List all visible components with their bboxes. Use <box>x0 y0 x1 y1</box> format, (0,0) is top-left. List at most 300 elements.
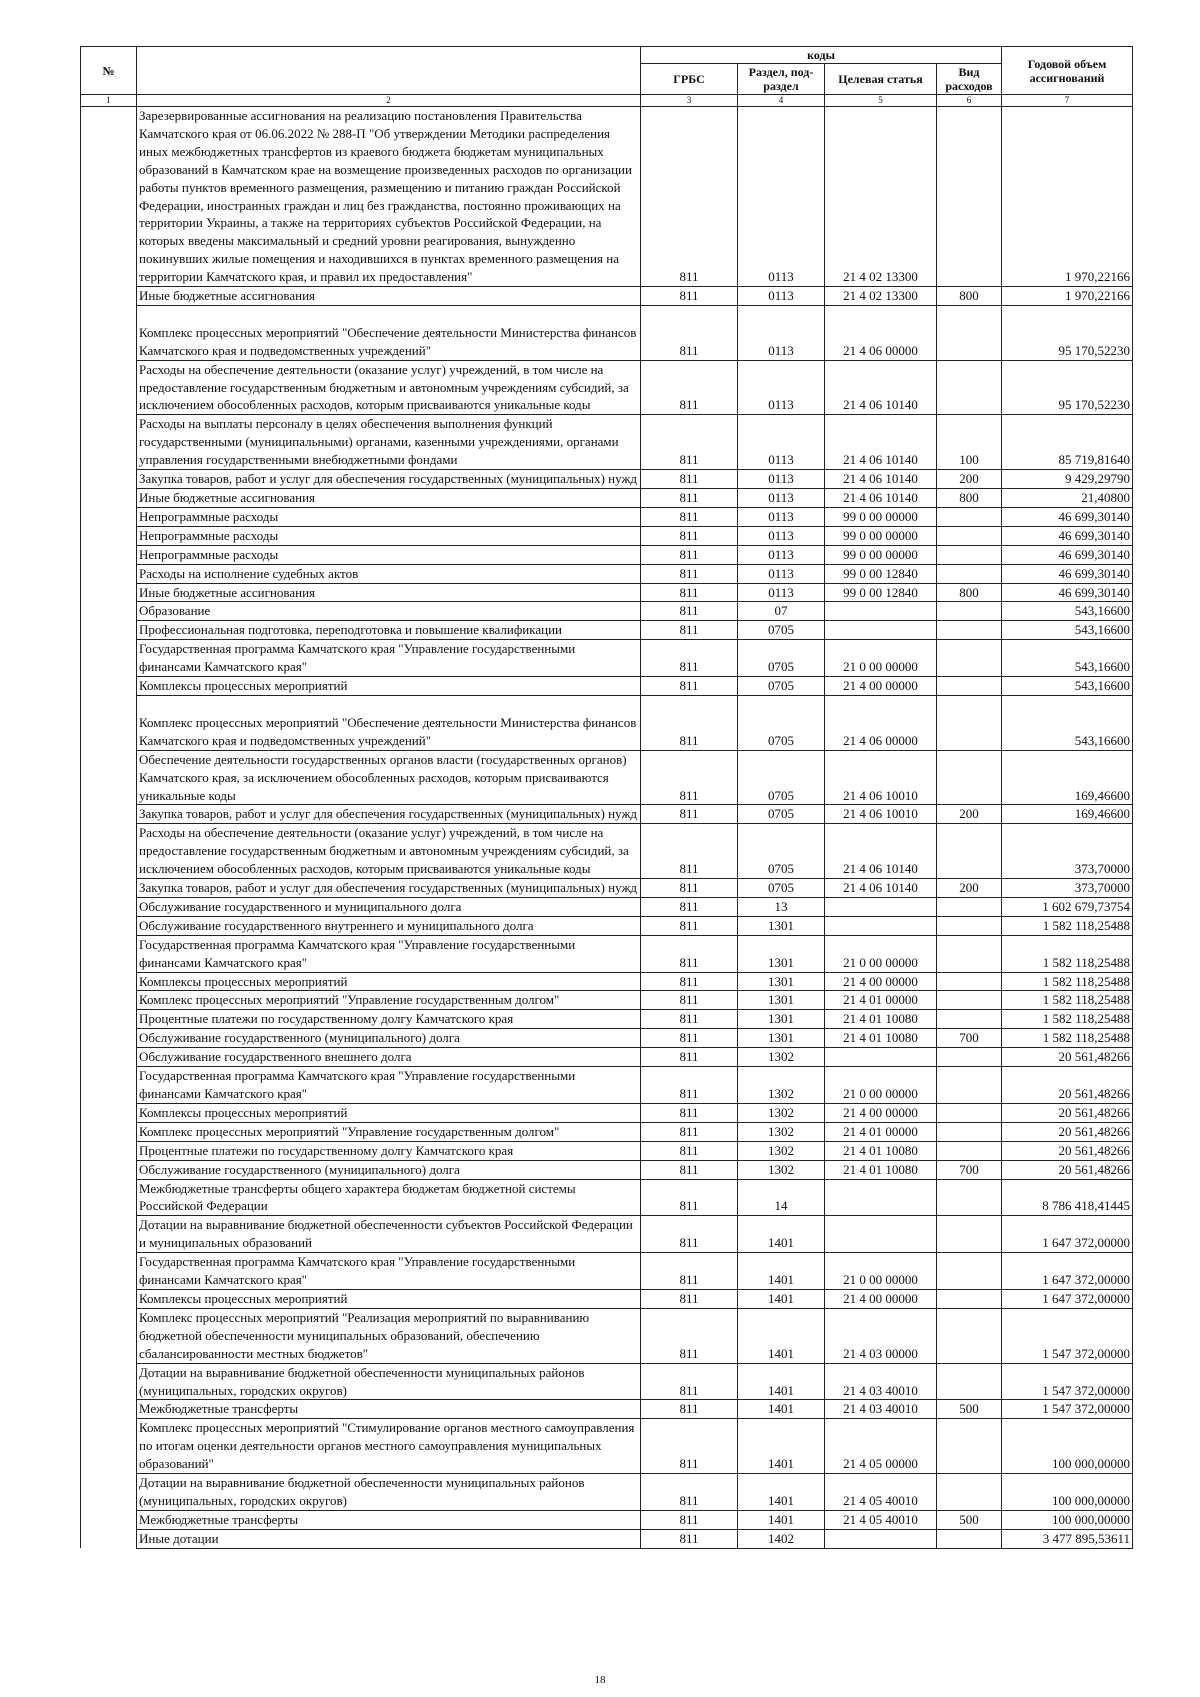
cell-annual-volume-text: 100 000,00000 <box>1052 1492 1131 1508</box>
cell-section <box>738 1160 825 1179</box>
cell-name-text: Комплекс процессных мероприятий "Управление государственным долгом" <box>139 992 560 1008</box>
cell-section-text: 0113 <box>768 269 794 285</box>
cell-grbs <box>641 750 738 805</box>
cell-name <box>137 1419 641 1474</box>
cell-num <box>81 1363 137 1400</box>
cell-annual-volume <box>1002 935 1133 972</box>
header-annual-volume: Годовой объем ассигнований <box>1002 47 1133 95</box>
cell-annual-volume-text: 95 170,52230 <box>1058 397 1131 413</box>
cell-num <box>81 1253 137 1290</box>
cell-section-text: 0113 <box>768 527 794 543</box>
cell-section <box>738 545 825 564</box>
cell-section <box>738 935 825 972</box>
cell-annual-volume <box>1002 415 1133 470</box>
cell-annual-volume <box>1002 750 1133 805</box>
cell-annual-volume-text: 1 582 118,25488 <box>1042 1030 1131 1046</box>
cell-name <box>137 972 641 991</box>
cell-expense-type <box>937 879 1002 898</box>
cell-grbs-text: 811 <box>679 490 699 506</box>
cell-section-text: 1302 <box>768 1123 794 1139</box>
cell-name-text: Обслуживание государственного внутреннего и муниципального долга <box>139 917 534 933</box>
cell-grbs-text: 811 <box>679 1030 699 1046</box>
cell-target-article-text: 21 0 00 00000 <box>843 1272 918 1288</box>
cell-section <box>738 507 825 526</box>
cell-name-text: Закупка товаров, работ и услуг для обеспечения государственных (муниципальных) нужд <box>139 880 638 896</box>
table-row <box>81 507 1133 526</box>
cell-expense-type-text: 500 <box>959 1401 979 1417</box>
cell-target-article-text: 99 0 00 12840 <box>843 565 918 581</box>
cell-grbs-text: 811 <box>679 1530 699 1546</box>
cell-name <box>137 1400 641 1419</box>
cell-grbs <box>641 935 738 972</box>
cell-annual-volume <box>1002 1419 1133 1474</box>
cell-name-text: Комплекс процессных мероприятий "Обеспечение деятельности Министерства финансов Камчатского края и подведомственных учреждений" <box>139 324 637 358</box>
cell-num <box>81 1103 137 1122</box>
cell-expense-type <box>937 470 1002 489</box>
cell-section-text: 13 <box>774 898 788 914</box>
cell-grbs <box>641 824 738 879</box>
cell-target-article <box>825 602 937 621</box>
cell-target-article <box>825 1141 937 1160</box>
cell-num <box>81 360 137 415</box>
cell-expense-type <box>937 695 1002 750</box>
cell-section-text: 1301 <box>768 973 794 989</box>
page-number: 18 <box>594 1674 606 1686</box>
cell-num <box>81 897 137 916</box>
cell-section <box>738 1308 825 1363</box>
cell-name <box>137 305 641 360</box>
cell-expense-type <box>937 1419 1002 1474</box>
cell-num <box>81 1419 137 1474</box>
cell-num <box>81 677 137 696</box>
cell-name <box>137 415 641 470</box>
cell-num <box>81 1179 137 1216</box>
cell-name-text: Профессиональная подготовка, переподготовка и повышение квалификации <box>139 622 563 638</box>
cell-target-article-text: 21 4 01 10080 <box>843 1030 918 1046</box>
cell-section <box>738 916 825 935</box>
cell-annual-volume <box>1002 564 1133 583</box>
cell-annual-volume-text: 1 647 372,00000 <box>1042 1290 1131 1306</box>
cell-name <box>137 1067 641 1104</box>
cell-section <box>738 824 825 879</box>
cell-target-article-text: 21 4 06 10140 <box>843 471 918 487</box>
cell-grbs <box>641 621 738 640</box>
cell-expense-type <box>937 1122 1002 1141</box>
cell-num <box>81 1289 137 1308</box>
cell-name <box>137 1010 641 1029</box>
table-row <box>81 1216 1133 1253</box>
cell-grbs-text: 811 <box>679 1161 699 1177</box>
table-row <box>81 991 1133 1010</box>
cell-target-article-text: 21 4 01 00000 <box>843 1123 918 1139</box>
cell-name-text: Расходы на обеспечение деятельности (оказание услуг) учреждений, в том числе на предоставление государственным бюджетным и автономным учреждениям субсидий, за исключением обособленных расходов, которым присваиваются уникальные коды <box>139 361 629 413</box>
cell-annual-volume-text: 1 582 118,25488 <box>1042 954 1131 970</box>
cell-target-article-text: 99 0 00 12840 <box>843 584 918 600</box>
cell-name <box>137 1160 641 1179</box>
cell-target-article-text: 21 4 03 00000 <box>843 1345 918 1361</box>
cell-target-article <box>825 621 937 640</box>
cell-annual-volume <box>1002 991 1133 1010</box>
cell-section-text: 07 <box>774 603 788 619</box>
cell-grbs <box>641 564 738 583</box>
cell-annual-volume <box>1002 1529 1133 1548</box>
cell-name <box>137 602 641 621</box>
cell-section-text: 1301 <box>768 954 794 970</box>
cell-annual-volume-text: 20 561,48266 <box>1058 1161 1131 1177</box>
cell-grbs-text: 811 <box>679 1290 699 1306</box>
cell-expense-type <box>937 305 1002 360</box>
table-row <box>81 583 1133 602</box>
cell-grbs-text: 811 <box>679 898 699 914</box>
cell-num <box>81 1474 137 1511</box>
cell-target-article <box>825 415 937 470</box>
table-row <box>81 1289 1133 1308</box>
cell-target-article-text: 21 4 01 10080 <box>843 1011 918 1027</box>
cell-target-article-text: 21 0 00 00000 <box>843 1086 918 1101</box>
cell-section <box>738 360 825 415</box>
cell-grbs <box>641 526 738 545</box>
cell-name-text: Межбюджетные трансферты <box>139 1401 299 1417</box>
cell-grbs <box>641 305 738 360</box>
cell-expense-type <box>937 107 1002 287</box>
cell-name <box>137 1179 641 1216</box>
cell-name <box>137 1122 641 1141</box>
cell-name-text: Комплекс процессных мероприятий "Управление государственным долгом" <box>139 1123 560 1139</box>
cell-grbs <box>641 507 738 526</box>
cell-grbs <box>641 805 738 824</box>
cell-section <box>738 677 825 696</box>
cell-num <box>81 1308 137 1363</box>
cell-name-text: Комплекс процессных мероприятий "Стимулирование органов местного самоуправления по итогам оценки деятельности органов местного самоуправления муниципальных образований" <box>139 1420 635 1472</box>
cell-grbs <box>641 1179 738 1216</box>
cell-expense-type <box>937 1048 1002 1067</box>
col-number-5: 5 <box>825 95 937 107</box>
cell-grbs <box>641 415 738 470</box>
cell-section <box>738 583 825 602</box>
cell-name-text: Государственная программа Камчатского края "Управление государственными финансами Камчатского края" <box>139 641 576 675</box>
cell-annual-volume-text: 373,70000 <box>1074 880 1131 896</box>
col-number-1: 1 <box>81 95 137 107</box>
cell-name <box>137 1289 641 1308</box>
cell-grbs-text: 811 <box>679 269 699 285</box>
cell-grbs-text: 811 <box>679 397 699 413</box>
cell-name-text: Непрограммные расходы <box>139 546 279 562</box>
cell-annual-volume-text: 20 561,48266 <box>1058 1104 1131 1120</box>
cell-annual-volume-text: 9 429,29790 <box>1065 471 1131 487</box>
cell-grbs-text: 811 <box>679 1401 699 1417</box>
cell-section-text: 1301 <box>768 917 794 933</box>
cell-num <box>81 1048 137 1067</box>
cell-num <box>81 1029 137 1048</box>
cell-section-text: 0113 <box>768 397 794 413</box>
cell-name <box>137 879 641 898</box>
header-section: Раздел, под-раздел <box>738 64 825 95</box>
table-row <box>81 1010 1133 1029</box>
cell-name <box>137 1141 641 1160</box>
cell-section <box>738 1067 825 1104</box>
cell-grbs-text: 811 <box>679 1086 699 1101</box>
table-row <box>81 1419 1133 1474</box>
row-spacer <box>139 306 638 324</box>
table-row <box>81 935 1133 972</box>
cell-section <box>738 1029 825 1048</box>
budget-allocation-table <box>80 46 1133 1549</box>
cell-grbs-text: 811 <box>679 973 699 989</box>
table-row <box>81 1529 1133 1548</box>
cell-expense-type <box>937 824 1002 879</box>
cell-annual-volume-text: 46 699,30140 <box>1058 565 1131 581</box>
cell-num <box>81 621 137 640</box>
cell-section <box>738 1010 825 1029</box>
cell-grbs-text: 811 <box>679 603 699 619</box>
cell-section-text: 0113 <box>768 508 794 524</box>
cell-expense-type <box>937 489 1002 508</box>
cell-num <box>81 305 137 360</box>
cell-annual-volume-text: 20 561,48266 <box>1058 1142 1131 1158</box>
cell-expense-type <box>937 640 1002 677</box>
cell-num <box>81 470 137 489</box>
cell-name <box>137 470 641 489</box>
col-number-2: 2 <box>137 95 641 107</box>
cell-annual-volume-text: 1 582 118,25488 <box>1042 992 1131 1008</box>
cell-expense-type <box>937 415 1002 470</box>
cell-annual-volume <box>1002 1067 1133 1104</box>
table-row <box>81 1141 1133 1160</box>
cell-name-text: Закупка товаров, работ и услуг для обеспечения государственных (муниципальных) нужд <box>139 806 638 822</box>
table-row <box>81 972 1133 991</box>
cell-expense-type <box>937 935 1002 972</box>
cell-target-article <box>825 1400 937 1419</box>
table-row <box>81 805 1133 824</box>
table-row <box>81 1067 1133 1104</box>
cell-section-text: 0113 <box>768 546 794 562</box>
cell-grbs-text: 811 <box>679 1123 699 1139</box>
cell-annual-volume-text: 20 561,48266 <box>1058 1049 1131 1065</box>
cell-name <box>137 621 641 640</box>
cell-annual-volume-text: 1 582 118,25488 <box>1042 973 1131 989</box>
cell-annual-volume <box>1002 621 1133 640</box>
cell-num <box>81 1067 137 1104</box>
cell-expense-type <box>937 1253 1002 1290</box>
cell-section-text: 1401 <box>768 1401 794 1417</box>
cell-expense-type <box>937 1308 1002 1363</box>
cell-name-text: Закупка товаров, работ и услуг для обеспечения государственных (муниципальных) нужд <box>139 471 638 487</box>
cell-section <box>738 107 825 287</box>
cell-name <box>137 1216 641 1253</box>
cell-annual-volume <box>1002 1216 1133 1253</box>
cell-grbs <box>641 1529 738 1548</box>
cell-grbs <box>641 470 738 489</box>
table-row <box>81 602 1133 621</box>
cell-grbs-text: 811 <box>679 288 699 304</box>
cell-expense-type-text: 800 <box>959 584 979 600</box>
cell-annual-volume-text: 1 647 372,00000 <box>1042 1272 1131 1288</box>
cell-target-article-text: 21 4 00 00000 <box>843 973 918 989</box>
cell-grbs <box>641 1216 738 1253</box>
cell-section <box>738 1529 825 1548</box>
cell-annual-volume <box>1002 545 1133 564</box>
cell-target-article-text: 99 0 00 00000 <box>843 508 918 524</box>
cell-num <box>81 805 137 824</box>
cell-name-text: Зарезервированные ассигнования на реализацию постановления Правительства Камчатского края от 06.06.2022 № 288-П "Об утверждении Методики распределения иных межбюджетных трансфертов из краевого бюджета бюджетам муниципальных образований в Камчатском крае на возмещение произведенных расходов по организации работы пунктов временного размещения, размещению и питанию граждан Российской Федерации, иностранных граждан и лиц без гражданства, постоянно проживающих на территории Украины, а также на территориях субъектов Российской Федерации, на которых введены максимальный и средний уровни реагирования, вынужденно покинувших жилые помещения и находившихся в пунктах временного размещения на территории Камчатского края, и правил их предоставления" <box>139 108 632 285</box>
cell-section-text: 0705 <box>768 622 794 638</box>
cell-name-text: Комплексы процессных мероприятий <box>139 973 348 989</box>
cell-expense-type <box>937 1510 1002 1529</box>
table-row <box>81 1179 1133 1216</box>
cell-name-text: Комплексы процессных мероприятий <box>139 1104 348 1120</box>
cell-target-article <box>825 583 937 602</box>
table-row <box>81 750 1133 805</box>
cell-section-text: 0705 <box>768 659 794 675</box>
cell-target-article-text: 21 4 06 10140 <box>843 452 918 468</box>
cell-annual-volume-text: 46 699,30140 <box>1058 508 1131 524</box>
col-number-3: 3 <box>641 95 738 107</box>
table-row <box>81 545 1133 564</box>
cell-annual-volume-text: 100 000,00000 <box>1052 1511 1131 1527</box>
cell-target-article-text: 21 4 01 10080 <box>843 1161 918 1177</box>
table-row <box>81 564 1133 583</box>
cell-num <box>81 1400 137 1419</box>
cell-grbs-text: 811 <box>679 1511 699 1527</box>
cell-annual-volume <box>1002 602 1133 621</box>
cell-target-article <box>825 470 937 489</box>
cell-grbs-text: 811 <box>679 806 699 822</box>
cell-target-article-text: 21 4 01 10080 <box>843 1142 918 1158</box>
cell-expense-type <box>937 1160 1002 1179</box>
cell-annual-volume <box>1002 1010 1133 1029</box>
cell-target-article-text: 21 4 00 00000 <box>843 1290 918 1306</box>
cell-annual-volume-text: 373,70000 <box>1074 861 1131 877</box>
cell-expense-type-text: 200 <box>959 880 979 896</box>
cell-expense-type <box>937 287 1002 306</box>
cell-target-article <box>825 695 937 750</box>
cell-grbs <box>641 991 738 1010</box>
cell-target-article <box>825 1216 937 1253</box>
cell-target-article <box>825 1122 937 1141</box>
cell-section <box>738 621 825 640</box>
cell-name-text: Непрограммные расходы <box>139 508 279 524</box>
cell-section <box>738 1253 825 1290</box>
cell-target-article <box>825 972 937 991</box>
cell-grbs-text: 811 <box>679 565 699 581</box>
cell-section-text: 0113 <box>768 342 794 358</box>
col-number-6: 6 <box>937 95 1002 107</box>
cell-section <box>738 602 825 621</box>
cell-expense-type <box>937 545 1002 564</box>
cell-name <box>137 695 641 750</box>
cell-annual-volume <box>1002 526 1133 545</box>
cell-target-article <box>825 545 937 564</box>
cell-section-text: 1302 <box>768 1142 794 1158</box>
cell-expense-type <box>937 677 1002 696</box>
cell-section-text: 14 <box>774 1198 788 1214</box>
cell-target-article <box>825 507 937 526</box>
cell-grbs-text: 811 <box>679 954 699 970</box>
cell-annual-volume <box>1002 1308 1133 1363</box>
col-number-7: 7 <box>1002 95 1133 107</box>
cell-num <box>81 1141 137 1160</box>
cell-annual-volume-text: 543,16600 <box>1074 659 1131 675</box>
cell-target-article-text: 21 4 05 00000 <box>843 1456 918 1472</box>
cell-target-article <box>825 805 937 824</box>
cell-target-article <box>825 1474 937 1511</box>
cell-annual-volume <box>1002 1160 1133 1179</box>
cell-annual-volume-text: 85 719,81640 <box>1058 452 1131 468</box>
cell-grbs <box>641 1029 738 1048</box>
cell-annual-volume-text: 169,46600 <box>1074 806 1131 822</box>
cell-target-article-text: 21 4 02 13300 <box>843 288 918 304</box>
cell-annual-volume-text: 21,40800 <box>1081 490 1131 506</box>
table-row <box>81 824 1133 879</box>
cell-section <box>738 750 825 805</box>
cell-expense-type-text: 700 <box>959 1030 979 1046</box>
cell-name <box>137 1253 641 1290</box>
table-row <box>81 1400 1133 1419</box>
header-name <box>137 47 641 95</box>
cell-target-article-text: 21 0 00 00000 <box>843 659 918 675</box>
cell-name-text: Межбюджетные трансферты <box>139 1511 299 1527</box>
cell-target-article <box>825 916 937 935</box>
table-row <box>81 1122 1133 1141</box>
cell-num <box>81 1216 137 1253</box>
cell-annual-volume <box>1002 972 1133 991</box>
cell-name-text: Дотации на выравнивание бюджетной обеспеченности муниципальных районов (муниципальных, городских округов) <box>139 1364 585 1398</box>
table-row <box>81 526 1133 545</box>
cell-section <box>738 287 825 306</box>
cell-expense-type <box>937 750 1002 805</box>
cell-grbs <box>641 695 738 750</box>
cell-annual-volume-text: 543,16600 <box>1074 678 1131 694</box>
cell-grbs-text: 811 <box>679 1272 699 1288</box>
cell-annual-volume <box>1002 1510 1133 1529</box>
cell-name <box>137 1510 641 1529</box>
cell-name <box>137 1474 641 1511</box>
cell-name-text: Обслуживание государственного (муниципального) долга <box>139 1161 460 1177</box>
cell-target-article-text: 21 4 06 00000 <box>843 342 918 358</box>
cell-section <box>738 1122 825 1141</box>
cell-name <box>137 897 641 916</box>
cell-grbs-text: 811 <box>679 584 699 600</box>
cell-section <box>738 879 825 898</box>
cell-num <box>81 507 137 526</box>
cell-expense-type <box>937 916 1002 935</box>
cell-annual-volume-text: 1 547 372,00000 <box>1042 1382 1131 1398</box>
cell-grbs <box>641 1363 738 1400</box>
cell-target-article <box>825 1048 937 1067</box>
table-row <box>81 1308 1133 1363</box>
table-row <box>81 1363 1133 1400</box>
cell-name-text: Государственная программа Камчатского края "Управление государственными финансами Камчатского края" <box>139 1068 576 1101</box>
cell-name <box>137 360 641 415</box>
cell-num <box>81 640 137 677</box>
cell-grbs-text: 811 <box>679 992 699 1008</box>
cell-section-text: 0705 <box>768 732 794 748</box>
cell-grbs-text: 811 <box>679 1345 699 1361</box>
cell-target-article-text: 21 4 00 00000 <box>843 678 918 694</box>
cell-annual-volume <box>1002 1029 1133 1048</box>
table-row <box>81 107 1133 287</box>
cell-annual-volume <box>1002 107 1133 287</box>
cell-num <box>81 526 137 545</box>
cell-expense-type <box>937 583 1002 602</box>
table-row <box>81 916 1133 935</box>
cell-target-article <box>825 489 937 508</box>
table-row <box>81 415 1133 470</box>
cell-section <box>738 640 825 677</box>
cell-target-article-text: 21 4 06 10140 <box>843 861 918 877</box>
cell-section-text: 1301 <box>768 1011 794 1027</box>
table-row <box>81 1029 1133 1048</box>
